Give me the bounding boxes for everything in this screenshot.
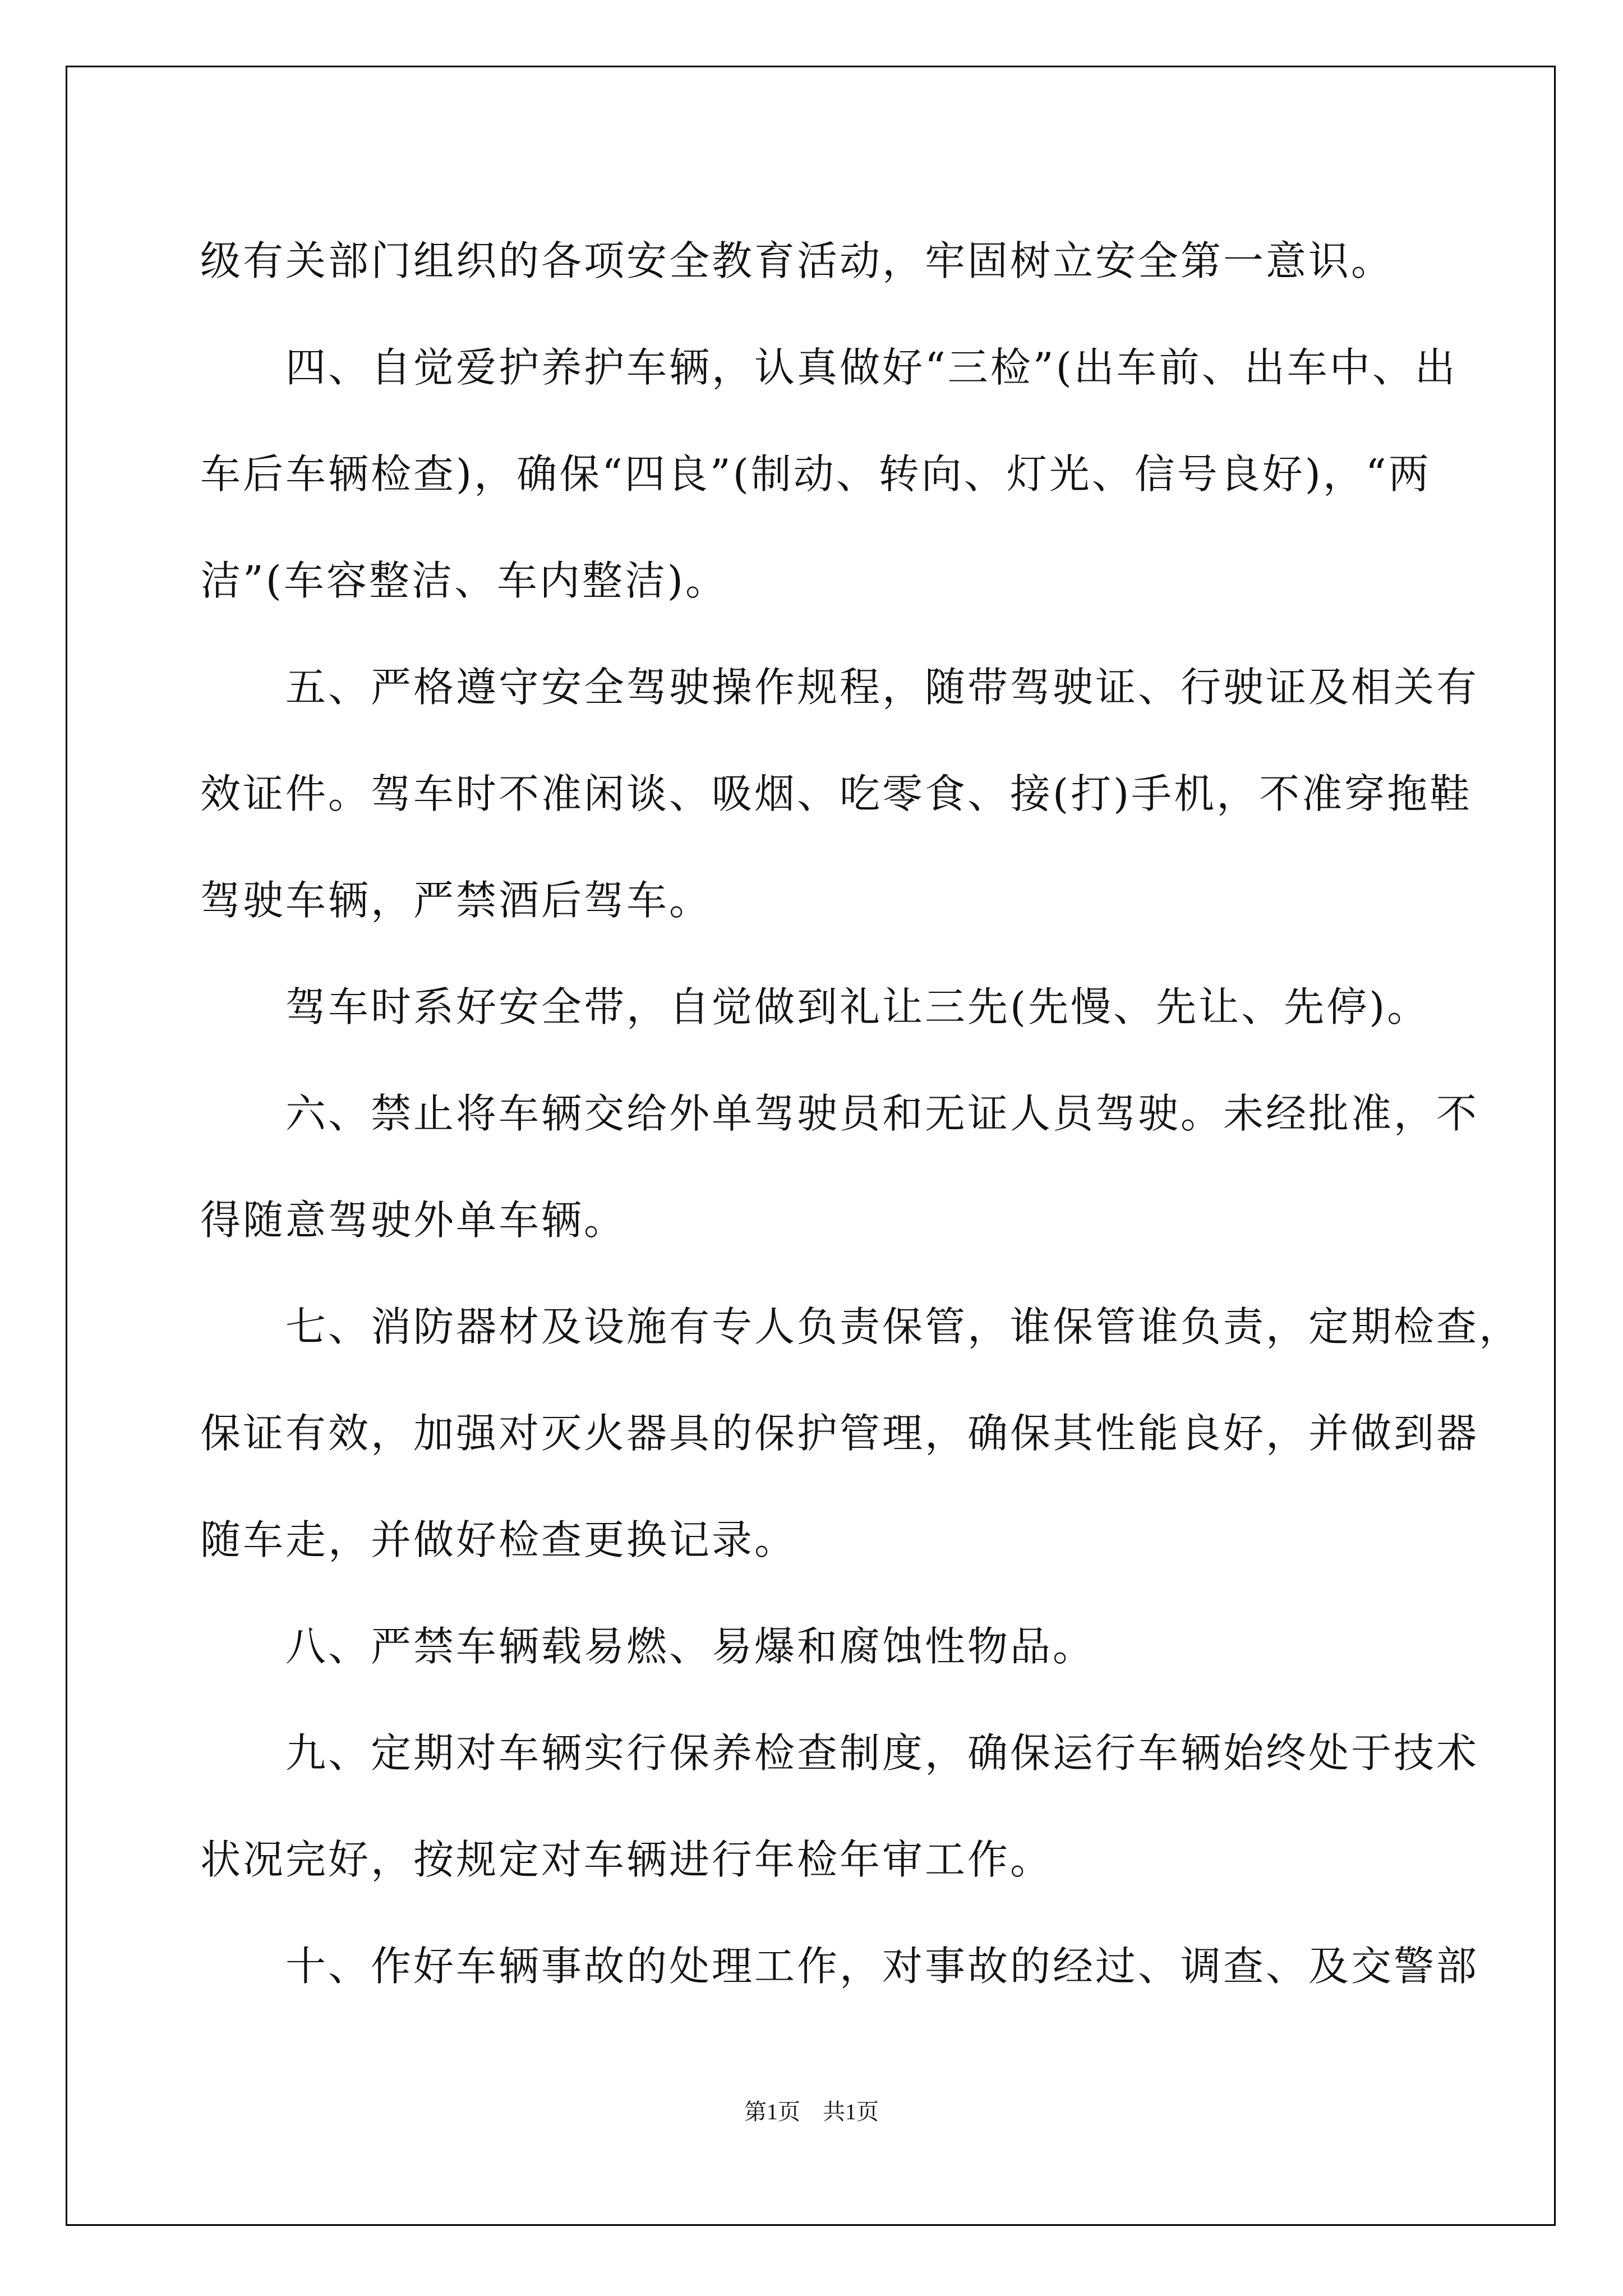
text-line: 洁”(车容整洁、车内整洁)。	[200, 557, 728, 604]
text-line: 得随意驾驶外单车辆。	[200, 1197, 627, 1244]
text-line: 状况完好，按规定对车辆进行年检年审工作。	[200, 1836, 1053, 1883]
text-line: 五、严格遵守安全驾驶操作规程，随带驾驶证、行驶证及相关有	[200, 664, 1479, 711]
text-line: 驾驶车辆，严禁酒后驾车。	[200, 877, 712, 924]
text-line: 车后车辆检查)，确保“四良”(制动、转向、灯光、信号良好)，“两	[200, 450, 1431, 498]
text-line: 十、作好车辆事故的处理工作，对事故的经过、调查、及交警部	[200, 1943, 1479, 1990]
text-line: 八、严禁车辆载易燃、易爆和腐蚀性物品。	[200, 1623, 1096, 1670]
page-number: 第1页 共1页	[744, 2099, 879, 2124]
document-body	[200, 208, 1522, 2019]
page-footer	[0, 2094, 1623, 2126]
text-line: 六、禁止将车辆交给外单驾驶员和无证人员驾驶。未经批准，不	[200, 1090, 1479, 1137]
text-line: 随车走，并做好检查更换记录。	[200, 1516, 797, 1563]
text-line: 级有关部门组织的各项安全教育活动，牢固树立安全第一意识。	[200, 237, 1394, 284]
text-line: 九、定期对车辆实行保养检查制度，确保运行车辆始终处于技术	[200, 1729, 1479, 1777]
text-line: 保证有效，加强对灭火器具的保护管理，确保其性能良好，并做到器	[200, 1410, 1479, 1457]
text-line: 七、消防器材及设施有专人负责保管，谁保管谁负责，定期检查，	[200, 1303, 1522, 1350]
text-line: 四、自觉爱护养护车辆，认真做好“三检”(出车前、出车中、出	[200, 344, 1458, 391]
text-line: 驾车时系好安全带，自觉做到礼让三先(先慢、先让、先停)。	[200, 983, 1430, 1030]
text-line: 效证件。驾车时不准闲谈、吸烟、吃零食、接(打)手机，不准穿拖鞋	[200, 770, 1473, 817]
